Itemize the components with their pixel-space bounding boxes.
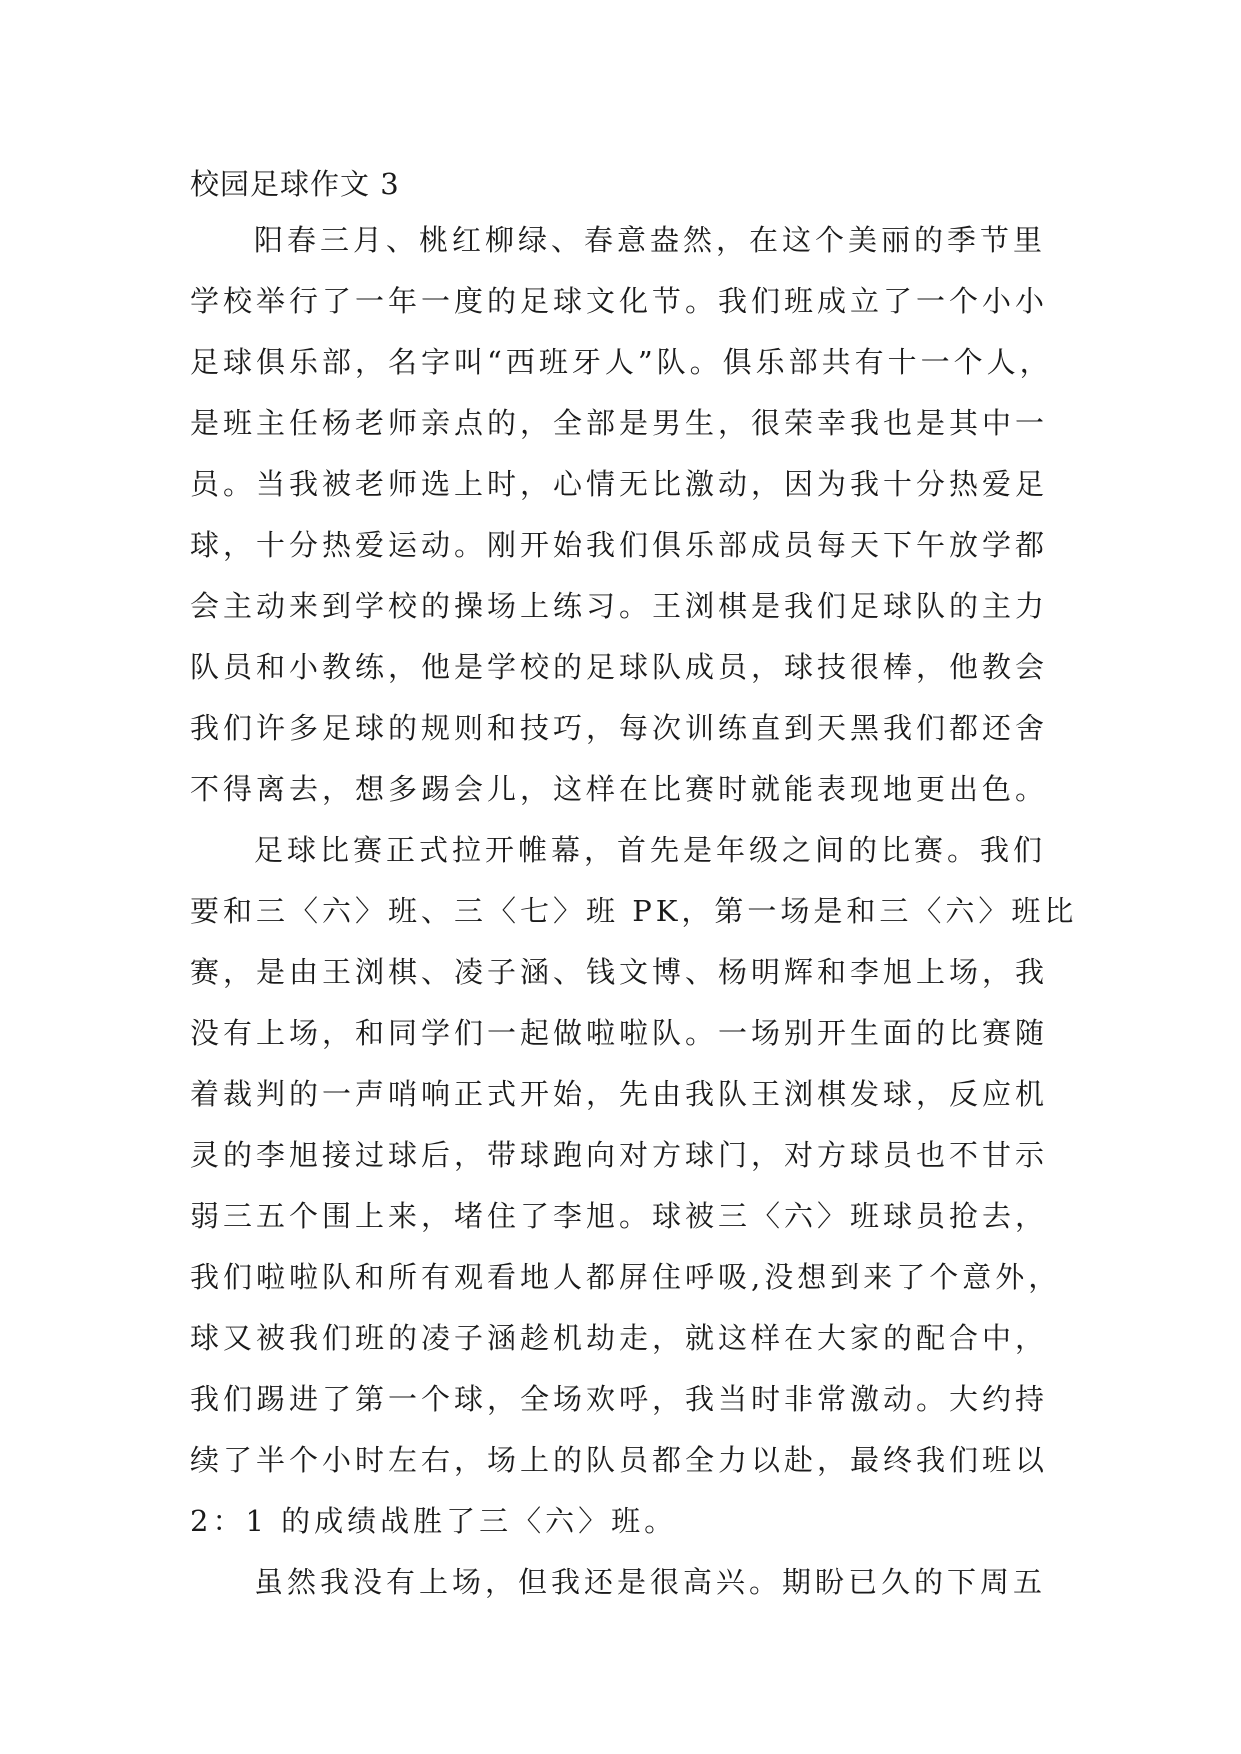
document-body [190, 160, 1078, 1613]
paragraph-line: 阳春三月、桃红柳绿、春意盎然，在这个美丽的季节里 [254, 223, 1047, 257]
document-title: 校园足球作文 3 [190, 167, 400, 201]
paragraph-line: 弱三五个围上来，堵住了李旭。球被三〈六〉班球员抢去， [190, 1199, 1049, 1233]
paragraph-line: 员。当我被老师选上时，心情无比激动，因为我十分热爱足 [190, 467, 1049, 501]
paragraph-line: 要和三〈六〉班、三〈七〉班 PK，第一场是和三〈六〉班比 [190, 894, 1078, 928]
paragraph-line: 会主动来到学校的操场上练习。王浏棋是我们足球队的主力 [190, 589, 1049, 623]
paragraph-line: 我们许多足球的规则和技巧，每次训练直到天黑我们都还舍 [190, 711, 1049, 745]
paragraph-line: 队员和小教练，他是学校的足球队成员，球技很棒，他教会 [190, 650, 1049, 684]
paragraph-line: 学校举行了一年一度的足球文化节。我们班成立了一个小小 [190, 284, 1049, 318]
paragraph-line: 球，十分热爱运动。刚开始我们俱乐部成员每天下午放学都 [190, 528, 1049, 562]
paragraph-line: 续了半个小时左右，场上的队员都全力以赴，最终我们班以 [190, 1443, 1049, 1477]
paragraph-line: 是班主任杨老师亲点的，全部是男生，很荣幸我也是其中一 [190, 406, 1049, 440]
paragraph-3 [190, 1552, 1050, 1613]
paragraph-line: 灵的李旭接过球后，带球跑向对方球门，对方球员也不甘示 [190, 1138, 1049, 1172]
paragraph-line: 不得离去，想多踢会儿，这样在比赛时就能表现地更出色。 [190, 772, 1049, 806]
paragraph-line: 我们踢进了第一个球，全场欢呼，我当时非常激动。大约持 [190, 1382, 1049, 1416]
paragraph-line: 我们啦啦队和所有观看地人都屏住呼吸,没想到来了个意外， [190, 1260, 1062, 1294]
paragraph-line: 足球俱乐部，名字叫“西班牙人”队。俱乐部共有十一个人， [190, 345, 1053, 379]
paragraph-line: 足球比赛正式拉开帷幕，首先是年级之间的比赛。我们 [254, 833, 1047, 867]
paragraph-line: 2：1 的成绩战胜了三〈六〉班。 [190, 1504, 678, 1538]
paragraph-line: 着裁判的一声哨响正式开始，先由我队王浏棋发球，反应机 [190, 1077, 1049, 1111]
paragraph-line: 虽然我没有上场，但我还是很高兴。期盼已久的下周五 [254, 1565, 1047, 1599]
paragraph-2 [190, 820, 1078, 1552]
paragraph-line: 赛，是由王浏棋、凌子涵、钱文博、杨明辉和李旭上场，我 [190, 955, 1049, 989]
paragraph-line: 没有上场，和同学们一起做啦啦队。一场别开生面的比赛随 [190, 1016, 1049, 1050]
paragraph-line: 球又被我们班的凌子涵趁机劫走，就这样在大家的配合中， [190, 1321, 1049, 1355]
paragraph-1 [190, 210, 1053, 820]
